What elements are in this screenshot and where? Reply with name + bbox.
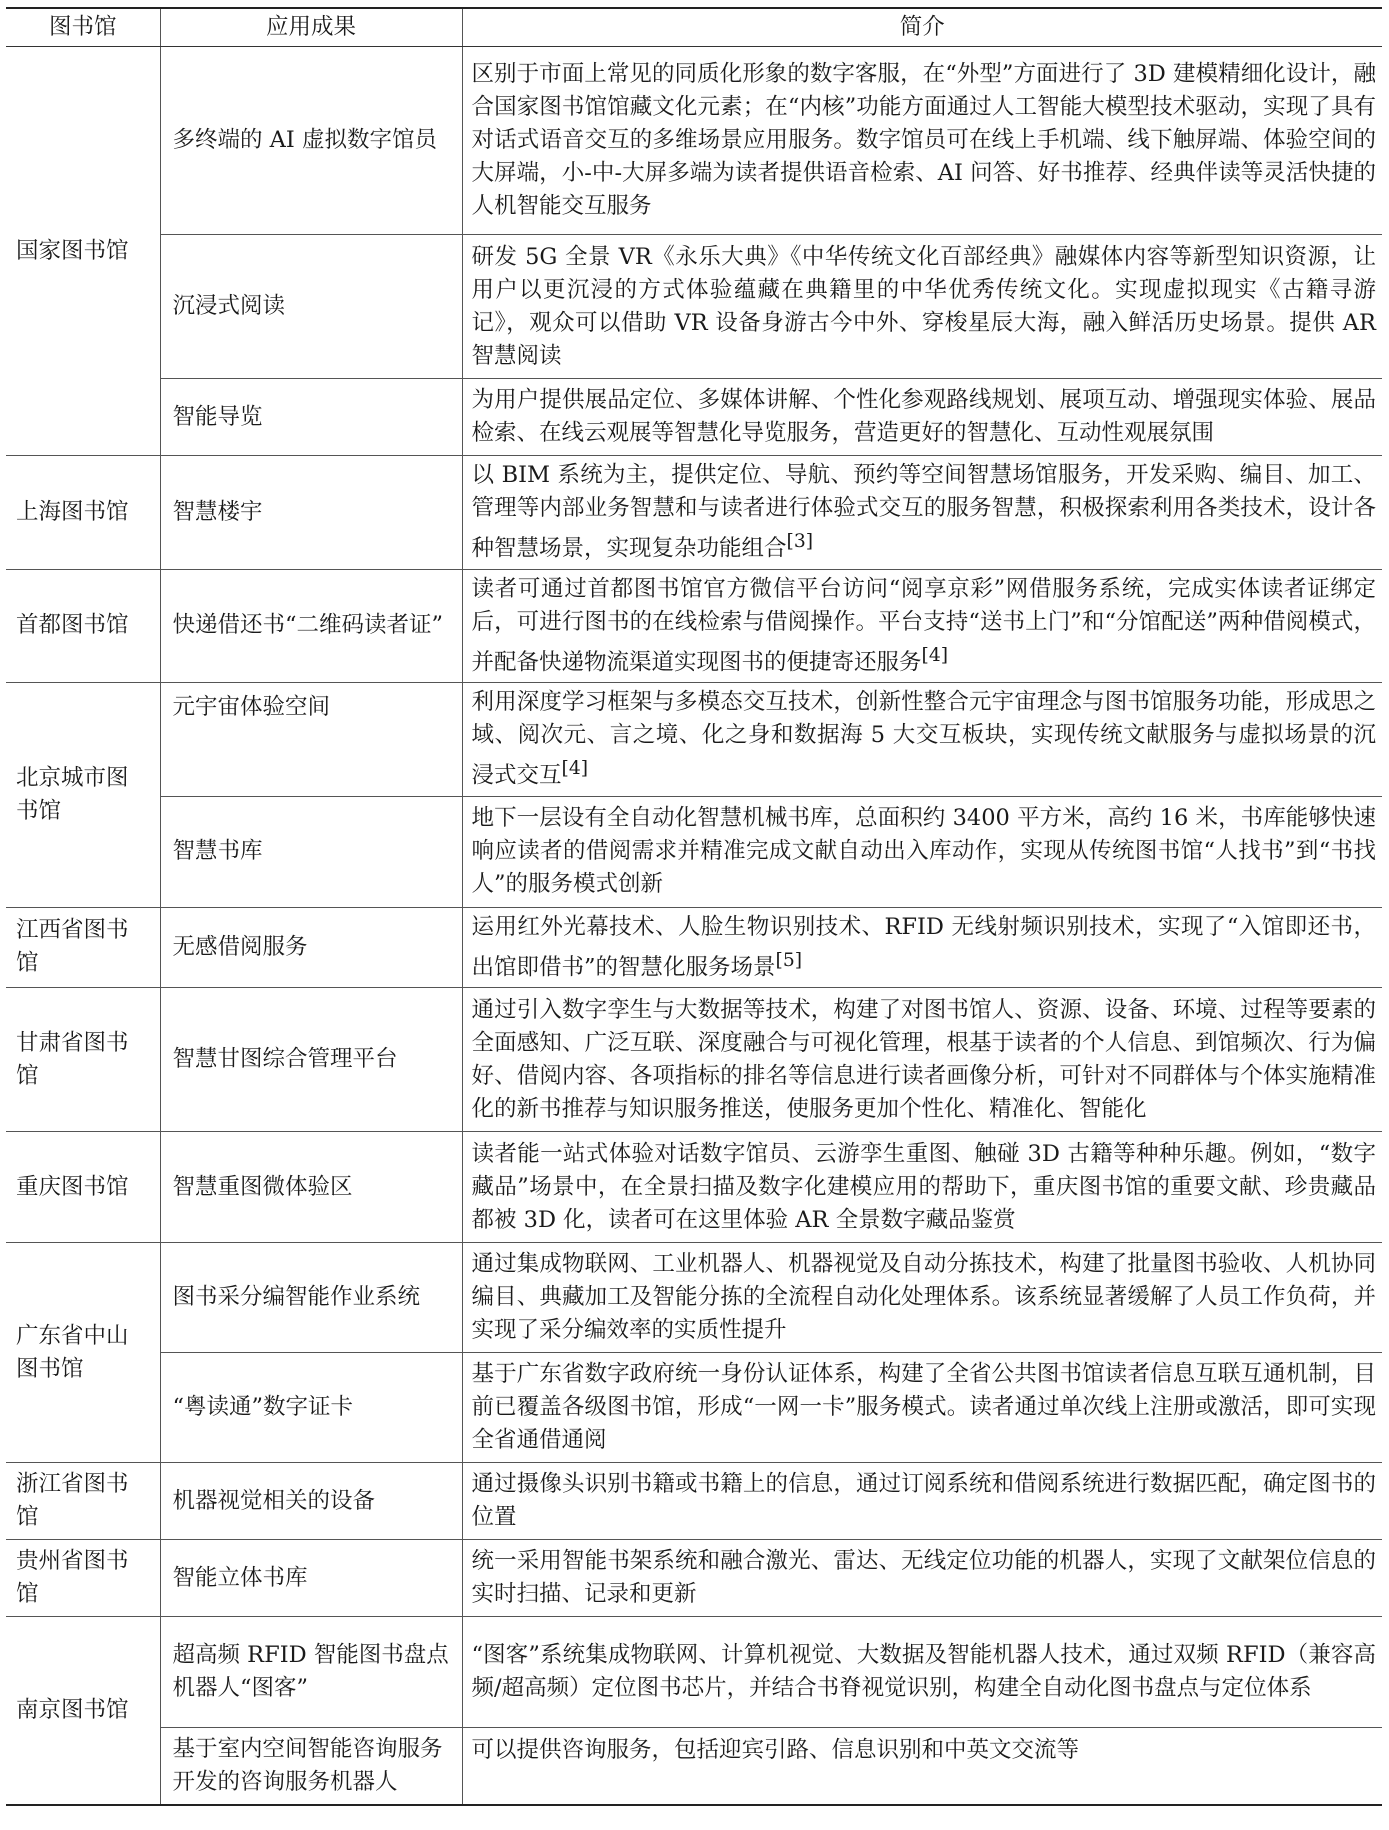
achievement-cell: 智能立体书库 <box>160 1540 462 1617</box>
table-row <box>6 1243 1382 1353</box>
achievement-cell: 智慧重图微体验区 <box>160 1132 462 1243</box>
achievement-cell: 机器视觉相关的设备 <box>160 1463 462 1540</box>
achievement-cell: 无感借阅服务 <box>160 907 462 988</box>
description-cell: 基于广东省数字政府统一身份认证体系，构建了全省公共图书馆读者信息互联互通机制，目前已覆盖各级图书馆，形成“一网一卡”服务模式。读者通过单次线上注册或激活，即可实现全省通借通阅 <box>462 1353 1382 1463</box>
library-name: 重庆图书馆 <box>6 1132 160 1243</box>
description-cell: 读者能一站式体验对话数字馆员、云游孪生重图、触碰 3D 古籍等种种乐趣。例如，“数字藏品”场景中，在全景扫描及数字化建模应用的帮助下，重庆图书馆的重要文献、珍贵藏品都被 3D 化，读者可在这里体验 AR 全景数字藏品鉴赏 <box>462 1132 1382 1243</box>
library-name: 贵州省图书馆 <box>6 1540 160 1617</box>
table-row <box>6 456 1382 570</box>
table-row <box>6 1617 1382 1728</box>
library-name: 上海图书馆 <box>6 456 160 570</box>
description-cell: 区别于市面上常见的同质化形象的数字客服，在“外型”方面进行了 3D 建模精细化设计，融合国家图书馆馆藏文化元素；在“内核”功能方面通过人工智能大模型技术驱动，实现了具有对话式语音交互的多维场景应用服务。数字馆员可在线上手机端、线下触屏端、体验空间的大屏端，小-中-大屏多端为读者提供语音检索、AI 问答、好书推荐、经典伴读等灵活快捷的人机智能交互服务 <box>462 47 1382 235</box>
header-row <box>6 8 1382 47</box>
description-cell: 可以提供咨询服务，包括迎宾引路、信息识别和中英文交流等 <box>462 1728 1382 1805</box>
description-cell: 通过集成物联网、工业机器人、机器视觉及自动分拣技术，构建了批量图书验收、人机协同编目、典藏加工及智能分拣的全流程自动化处理体系。该系统显著缓解了人员工作负荷，并实现了采分编效率的实质性提升 <box>462 1243 1382 1353</box>
description-cell: 通过引入数字孪生与大数据等技术，构建了对图书馆人、资源、设备、环境、过程等要素的全面感知、广泛互联、深度融合与可视化管理，根基于读者的个人信息、到馆频次、行为偏好、借阅内容、各项指标的排名等信息进行读者画像分析，可针对不同群体与个体实施精准化的新书推荐与知识服务推送，使服务更加个性化、精准化、智能化 <box>462 988 1382 1132</box>
library-name: 北京城市图书馆 <box>6 683 160 908</box>
table-row <box>6 47 1382 235</box>
table-row <box>6 796 1382 907</box>
table-row <box>6 235 1382 379</box>
achievement-cell: 智慧楼宇 <box>160 456 462 570</box>
description-cell <box>462 456 1382 570</box>
library-name: 国家图书馆 <box>6 47 160 456</box>
library-name: 甘肃省图书馆 <box>6 988 160 1132</box>
achievement-cell: 多终端的 AI 虚拟数字馆员 <box>160 47 462 235</box>
description-cell <box>462 683 1382 797</box>
achievement-cell: 快递借还书“二维码读者证” <box>160 569 462 683</box>
description-cell <box>462 907 1382 988</box>
description-cell: 通过摄像头识别书籍或书籍上的信息，通过订阅系统和借阅系统进行数据匹配，确定图书的位置 <box>462 1463 1382 1540</box>
achievement-cell: 图书采分编智能作业系统 <box>160 1243 462 1353</box>
table-row <box>6 988 1382 1132</box>
description-cell: 为用户提供展品定位、多媒体讲解、个性化参观路线规划、展项互动、增强现实体验、展品检索、在线云观展等智慧化导览服务，营造更好的智慧化、互动性观展氛围 <box>462 379 1382 456</box>
achievement-cell: 沉浸式阅读 <box>160 235 462 379</box>
table-row <box>6 683 1382 797</box>
achievement-cell: 智慧书库 <box>160 796 462 907</box>
achievement-cell: “粤读通”数字证卡 <box>160 1353 462 1463</box>
description-cell <box>462 569 1382 683</box>
library-name: 浙江省图书馆 <box>6 1463 160 1540</box>
description-text: 以 BIM 系统为主，提供定位、导航、预约等空间智慧场馆服务，开发采购、编目、加工、管理等内部业务智慧和与读者进行体验式交互的服务智慧，积极探索利用各类技术，设计各种智慧场景，实现复杂功能组合 <box>471 462 1376 562</box>
citation-ref: [5] <box>775 949 803 971</box>
achievement-cell: 智能导览 <box>160 379 462 456</box>
description-text: 运用红外光幕技术、人脸生物识别技术、RFID 无线射频识别技术，实现了“入馆即还书，出馆即借书”的智慧化服务场景 <box>471 913 1376 980</box>
library-name: 广东省中山图书馆 <box>6 1243 160 1463</box>
table-row <box>6 1728 1382 1805</box>
description-text: 读者可通过首都图书馆官方微信平台访问“阅享京彩”网借服务系统，完成实体读者证绑定后，可进行图书的在线检索与借阅操作。平台支持“送书上门”和“分馆配送”两种借阅模式，并配备快递物流渠道实现图书的便捷寄还服务 <box>471 575 1376 675</box>
citation-ref: [3] <box>786 531 814 552</box>
achievement-cell: 智慧甘图综合管理平台 <box>160 988 462 1132</box>
achievement-cell: 元宇宙体验空间 <box>160 683 462 797</box>
table-row <box>6 379 1382 456</box>
achievement-cell: 超高频 RFID 智能图书盘点机器人“图客” <box>160 1617 462 1728</box>
header-description: 简介 <box>462 8 1382 47</box>
library-name: 江西省图书馆 <box>6 907 160 988</box>
citation-ref: [4] <box>561 758 589 779</box>
header-achievement: 应用成果 <box>160 8 462 47</box>
citation-ref: [4] <box>921 644 949 666</box>
achievement-cell: 基于室内空间智能咨询服务开发的咨询服务机器人 <box>160 1728 462 1805</box>
description-text: 利用深度学习框架与多模态交互技术，创新性整合元宇宙理念与图书馆服务功能，形成思之域、阅次元、言之境、化之身和数据海 5 大交互板块，实现传统文献服务与虚拟场景的沉浸式交互 <box>471 689 1376 789</box>
library-name: 南京图书馆 <box>6 1617 160 1805</box>
table-row <box>6 1353 1382 1463</box>
library-applications-table <box>6 7 1382 1806</box>
table-row <box>6 1132 1382 1243</box>
table-row <box>6 569 1382 683</box>
description-cell: 地下一层设有全自动化智慧机械书库，总面积约 3400 平方米，高约 16 米，书库能够快速响应读者的借阅需求并精准完成文献自动出入库动作，实现从传统图书馆“人找书”到“书找人”的服务模式创新 <box>462 796 1382 907</box>
description-cell: 研发 5G 全景 VR《永乐大典》《中华传统文化百部经典》融媒体内容等新型知识资源，让用户以更沉浸的方式体验蕴藏在典籍里的中华优秀传统文化。实现虚拟现实《古籍寻游记》，观众可以借助 VR 设备身游古今中外、穿梭星辰大海，融入鲜活历史场景。提供 AR 智慧阅读 <box>462 235 1382 379</box>
description-cell: “图客”系统集成物联网、计算机视觉、大数据及智能机器人技术，通过双频 RFID（兼容高频/超高频）定位图书芯片，并结合书脊视觉识别，构建全自动化图书盘点与定位体系 <box>462 1617 1382 1728</box>
library-name: 首都图书馆 <box>6 569 160 683</box>
header-library: 图书馆 <box>6 8 160 47</box>
table-row <box>6 1463 1382 1540</box>
table-row <box>6 907 1382 988</box>
table-row <box>6 1540 1382 1617</box>
description-cell: 统一采用智能书架系统和融合激光、雷达、无线定位功能的机器人，实现了文献架位信息的实时扫描、记录和更新 <box>462 1540 1382 1617</box>
